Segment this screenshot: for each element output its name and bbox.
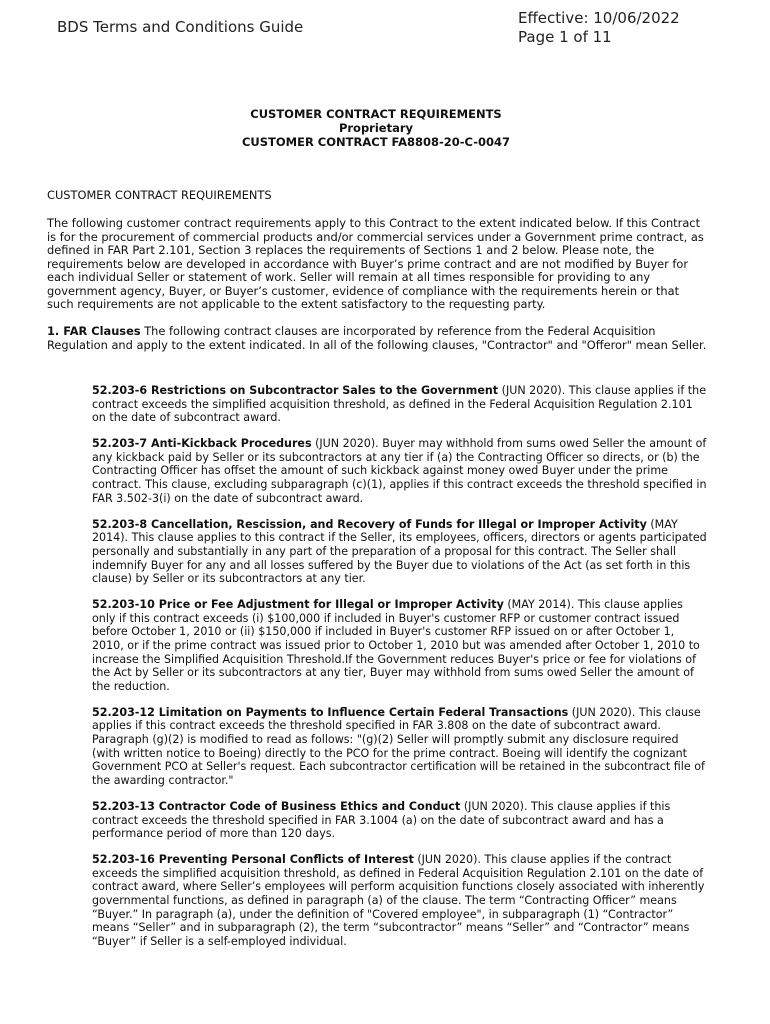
- clause-title: 52.203-12 Limitation on Payments to Influence Certain Federal Transactions: [92, 705, 569, 719]
- intro-paragraph: The following customer contract requirements apply to this Contract to the extent indicated below. If this Contract is for the procurement of commercial products and/or commercial services under a Government prime contract, as defined in FAR Part 2.101, Section 3 replaces the requirements of Sections 1 and 2 below. Please note, the requirements below are developed in accordance with Buyer’s prime contract and are not modified by Buyer for each individual Seller or statement of work. Seller will remain at all times responsible for providing to any government agency, Buyer, or Buyer’s customer, evidence of compliance with the requirements herein or that such requirements are not applicable to the extent satisfactory to the requesting party.: [47, 216, 704, 311]
- clause-list: [92, 384, 707, 961]
- clause-text: (JUN 2020). This clause applies if this contract exceeds the threshold specified in FAR 3.1004 (a) on the date of subcontract award and has a performance period of more than 120 days.: [92, 799, 671, 841]
- title-line-3: CUSTOMER CONTRACT FA8808-20-C-0047: [241, 135, 511, 149]
- far-clauses-paragraph: [47, 325, 709, 352]
- clause-52-203-13: [92, 800, 707, 841]
- clause-title: 52.203-6 Restrictions on Subcontractor Sales to the Government: [92, 384, 499, 397]
- section-heading: CUSTOMER CONTRACT REQUIREMENTS: [47, 188, 272, 202]
- clause-title: 52.203-16 Preventing Personal Conflicts of Interest: [92, 853, 414, 867]
- clause-title: 52.203-10 Price or Fee Adjustment for Illegal or Improper Activity: [92, 598, 504, 612]
- clause-52-203-8: [92, 518, 707, 586]
- clause-text: (JUN 2020). This clause applies if the contract exceeds the simplified acquisition threshold, as defined in the Federal Acquisition Regulation 2.101 on the date of subcontract award.: [92, 384, 707, 425]
- clause-52-203-12: [92, 706, 707, 788]
- clause-title: 52.203-8 Cancellation, Rescission, and Recovery of Funds for Illegal or Improper Activity: [92, 517, 647, 531]
- far-clauses-heading: 1. FAR Clauses: [47, 324, 141, 338]
- clause-title: 52.203-7 Anti-Kickback Procedures: [92, 437, 312, 451]
- clause-text: (JUN 2020). Buyer may withhold from sums owed Seller the amount of any kickback paid by Seller or its subcontractors at any tier if (a) the Contracting Officer so directs, or (b) the Contracting Officer has offset the amount of such kickback against money owed Buyer under the prime contract. This clause, excluding subparagraph (c)(1), applies if this contract exceeds the threshold specified in FAR 3.502-3(i) on the date of subcontract award.: [92, 437, 707, 505]
- page-number: Page 1 of 11: [518, 28, 612, 46]
- title-line-2: Proprietary: [338, 121, 414, 135]
- header-guide-title: BDS Terms and Conditions Guide: [57, 18, 304, 36]
- clause-text: (MAY 2014). This clause applies to this contract if the Seller, its employees, officers, directors or agents participated personally and substantially in any part of the preparation of a proposal for this contract. The Seller shall indemnify Buyer for any and all losses suffered by the Buyer due to violations of the Act (as set forth in this clause) by Seller or its subcontractors at any tier.: [92, 517, 707, 586]
- clause-text: (JUN 2020). This clause applies if this contract exceeds the threshold specified in FAR 3.808 on the date of subcontract award. Paragraph (g)(2) is modified to read as follows: "(g)(2) Seller will promptly submit any disclosure required (with written notice to Boeing) directly to the PCO for the prime contract. Boeing will identify the cognizant Government PCO at Seller's request. Each subcontractor certification will be retained in the subcontract file of the awarding contractor.": [92, 705, 705, 787]
- clause-52-203-7: [92, 437, 707, 505]
- title-line-1: CUSTOMER CONTRACT REQUIREMENTS: [250, 107, 502, 121]
- header-meta: [518, 9, 680, 47]
- clause-52-203-10: [92, 598, 707, 693]
- clause-text: (MAY 2014). This clause applies only if this contract exceeds (i) $100,000 if included in Buyer's customer RFP or customer contract issued before October 1, 2010 or (ii) $150,000 if included in Buyer's customer RFP issued on or after October 1, 2010, or if the prime contract was issued prior to October 1, 2010 but was amended after October 1, 2010 to increase the Simplified Acquisition Threshold.If the Government reduces Buyer's price or fee for violations of the Act by Seller or its subcontractors at any tier, Buyer may withhold from sums owed Seller the amount of the reduction.: [92, 598, 700, 693]
- effective-date: Effective: 10/06/2022: [518, 9, 680, 27]
- far-clauses-text: The following contract clauses are incorporated by reference from the Federal Acquisition Regulation and apply to the extent indicated. In all of the following clauses, "Contractor" and "Offeror" mean Seller.: [47, 324, 707, 352]
- clause-52-203-6: [92, 384, 707, 425]
- clause-text: (JUN 2020). This clause applies if the contract exceeds the simplified acquisition threshold, as defined in Federal Acquisition Regulation 2.101 on the date of contract award, where Seller’s employees will perform acquisition functions closely associated with inherently governmental functions, as defined in paragraph (a) of the clause. The term “Contracting Officer” means “Buyer.” In paragraph (a), under the definition of "Covered employee", in subparagraph (1) “Contractor” means “Seller” and in subparagraph (2), the term “subcontractor” means “Seller” and “Contractor” means “Buyer” if Seller is a self-employed individual.: [92, 853, 705, 948]
- clause-title: 52.203-13 Contractor Code of Business Ethics and Conduct: [92, 799, 461, 813]
- clause-52-203-16: [92, 853, 707, 948]
- document-title: [0, 107, 752, 149]
